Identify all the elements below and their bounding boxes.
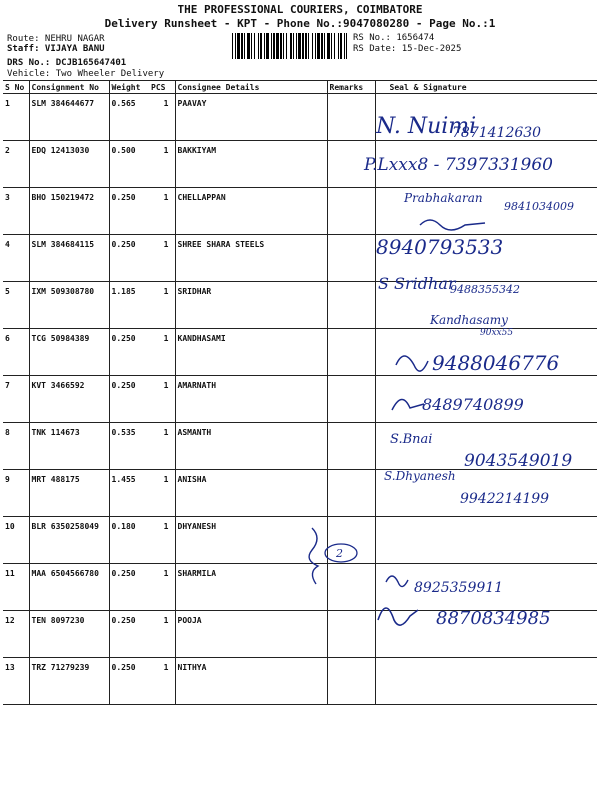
phone-row-9: 9043549019	[464, 451, 573, 471]
cell-weight: 0.250	[109, 329, 149, 376]
cell-signature	[375, 188, 597, 235]
cell-signature	[375, 470, 597, 517]
table-row	[3, 141, 597, 188]
col-signature: Seal & Signature	[375, 81, 597, 94]
col-consignment: Consignment No	[29, 81, 109, 94]
cell-sno: 9	[3, 470, 29, 517]
col-sno: S No	[3, 81, 29, 94]
cell-signature	[375, 329, 597, 376]
table-row	[3, 564, 597, 611]
cell-signature	[375, 611, 597, 658]
phone-row-12: 8925359911	[414, 580, 504, 596]
cell-remarks	[327, 188, 375, 235]
cell-remarks	[327, 611, 375, 658]
col-remarks: Remarks	[327, 81, 375, 94]
col-consignee: Consignee Details	[175, 81, 327, 94]
cell-consignee: PAAVAY	[175, 94, 327, 141]
cell-sno: 13	[3, 658, 29, 705]
cell-sno: 12	[3, 611, 29, 658]
cell-pcs: 1	[149, 423, 175, 470]
cell-pcs: 1	[149, 235, 175, 282]
cell-remarks	[327, 423, 375, 470]
table-row	[3, 282, 597, 329]
signature-row-6: Kandhasamy	[430, 313, 508, 327]
cell-signature	[375, 376, 597, 423]
cell-remarks	[327, 658, 375, 705]
cell-signature	[375, 517, 597, 564]
cell-pcs: 1	[149, 282, 175, 329]
cell-remarks	[327, 329, 375, 376]
cell-consignment: TRZ 71279239	[29, 658, 109, 705]
cell-consignment: KVT 3466592	[29, 376, 109, 423]
phone-row-10: 9942214199	[460, 491, 550, 507]
cell-pcs: 1	[149, 611, 175, 658]
cell-weight: 0.250	[109, 564, 149, 611]
phone-row-8: 8489740899	[422, 395, 524, 414]
cell-consignee: DHYANESH	[175, 517, 327, 564]
table-row	[3, 658, 597, 705]
runsheet-title: Delivery Runsheet - KPT - Phone No.:9047080280 - Page No.:1	[104, 17, 496, 30]
cell-consignee: POOJA	[175, 611, 327, 658]
rs-date: RS Date: 15-Dec-2025	[353, 44, 462, 54]
drs-number: DRS No.: DCJB165647401	[7, 58, 127, 68]
cell-consignee: NITHYA	[175, 658, 327, 705]
cell-pcs: 1	[149, 141, 175, 188]
cell-weight: 0.250	[109, 611, 149, 658]
cell-sno: 8	[3, 423, 29, 470]
cell-sno: 2	[3, 141, 29, 188]
signature-row-9: S.Bnai	[390, 432, 433, 447]
company-name: THE PROFESSIONAL COURIERS, COIMBATORE	[177, 3, 423, 16]
cell-weight: 0.250	[109, 658, 149, 705]
cell-remarks	[327, 517, 375, 564]
table-row	[3, 329, 597, 376]
table-row	[3, 517, 597, 564]
cell-remarks	[327, 94, 375, 141]
cell-remarks	[327, 235, 375, 282]
cell-pcs: 1	[149, 376, 175, 423]
cell-remarks	[327, 282, 375, 329]
cell-consignment: TCG 50984389	[29, 329, 109, 376]
col-weight: Weight	[109, 81, 149, 94]
cell-consignment: TNK 114673	[29, 423, 109, 470]
table-row	[3, 235, 597, 282]
cell-signature	[375, 282, 597, 329]
cell-signature	[375, 235, 597, 282]
table-row	[3, 423, 597, 470]
cell-consignment: SLM 384644677	[29, 94, 109, 141]
cell-consignment: MAA 6504566780	[29, 564, 109, 611]
cell-signature	[375, 423, 597, 470]
cell-pcs: 1	[149, 188, 175, 235]
barcode-icon	[232, 33, 347, 59]
cell-weight: 0.250	[109, 188, 149, 235]
cell-signature	[375, 94, 597, 141]
cell-sno: 5	[3, 282, 29, 329]
signature-row-10: S.Dhyanesh	[384, 469, 456, 483]
cell-remarks	[327, 470, 375, 517]
cell-consignee: CHELLAPPAN	[175, 188, 327, 235]
cell-pcs: 1	[149, 329, 175, 376]
cell-consignment: EDQ 12413030	[29, 141, 109, 188]
cell-weight: 0.250	[109, 376, 149, 423]
cell-pcs: 1	[149, 517, 175, 564]
phone-row-6: 90xx55	[480, 328, 514, 338]
cell-remarks	[327, 376, 375, 423]
signature-row-5: S Sridhar	[378, 274, 456, 293]
cell-sno: 11	[3, 564, 29, 611]
cell-remarks	[327, 564, 375, 611]
cell-consignment: BHO 150219472	[29, 188, 109, 235]
cell-remarks	[327, 141, 375, 188]
cell-pcs: 1	[149, 658, 175, 705]
cell-pcs: 1	[149, 470, 175, 517]
vehicle-type: Vehicle: Two Wheeler Delivery	[7, 69, 165, 79]
signature-row-3: Prabhakaran	[404, 191, 483, 205]
signature-row-2: P.Lxxx8 - 7397331960	[364, 155, 553, 175]
table-row	[3, 94, 597, 141]
cell-sno: 1	[3, 94, 29, 141]
cell-weight: 1.455	[109, 470, 149, 517]
cell-consignee: SRIDHAR	[175, 282, 327, 329]
cell-sno: 7	[3, 376, 29, 423]
route-label: Route: NEHRU NAGAR	[7, 34, 105, 44]
cell-consignment: SLM 384684115	[29, 235, 109, 282]
col-pcs: PCS	[149, 81, 175, 94]
signature-row-1: N. Nuimi	[376, 114, 477, 139]
cell-consignee: SHREE SHARA STEELS	[175, 235, 327, 282]
staff-label: Staff: VIJAYA BANU	[7, 44, 105, 54]
cell-consignment: MRT 488175	[29, 470, 109, 517]
phone-row-1: 7871412630	[452, 125, 542, 141]
table-row	[3, 470, 597, 517]
cell-consignee: KANDHASAMI	[175, 329, 327, 376]
cell-weight: 0.565	[109, 94, 149, 141]
cell-sno: 3	[3, 188, 29, 235]
cell-sno: 10	[3, 517, 29, 564]
cell-signature	[375, 658, 597, 705]
cell-consignment: TEN 8097230	[29, 611, 109, 658]
cell-weight: 0.250	[109, 235, 149, 282]
cell-pcs: 1	[149, 94, 175, 141]
cell-consignment: IXM 509308780	[29, 282, 109, 329]
phone-row-13: 8870834985	[436, 608, 551, 629]
cell-pcs: 1	[149, 564, 175, 611]
phone-row-7: 9488046776	[432, 351, 560, 375]
table-row	[3, 376, 597, 423]
cell-weight: 1.185	[109, 282, 149, 329]
phone-row-4: 8940793533	[376, 235, 504, 259]
remark-mark-row-11: 2	[336, 547, 343, 560]
runsheet-table	[3, 80, 597, 705]
phone-row-5: 9488355342	[450, 283, 520, 296]
table-row	[3, 611, 597, 658]
phone-row-3: 9841034009	[504, 200, 574, 213]
cell-consignment: BLR 6350258049	[29, 517, 109, 564]
cell-consignee: ANISHA	[175, 470, 327, 517]
cell-signature	[375, 564, 597, 611]
cell-weight: 0.180	[109, 517, 149, 564]
rs-number: RS No.: 1656474	[353, 33, 435, 43]
table-row	[3, 188, 597, 235]
cell-weight: 0.500	[109, 141, 149, 188]
cell-sno: 6	[3, 329, 29, 376]
cell-consignee: BAKKIYAM	[175, 141, 327, 188]
cell-signature	[375, 141, 597, 188]
cell-consignee: AMARNATH	[175, 376, 327, 423]
cell-sno: 4	[3, 235, 29, 282]
table-header-row	[3, 81, 597, 94]
cell-weight: 0.535	[109, 423, 149, 470]
cell-consignee: SHARMILA	[175, 564, 327, 611]
cell-consignee: ASMANTH	[175, 423, 327, 470]
